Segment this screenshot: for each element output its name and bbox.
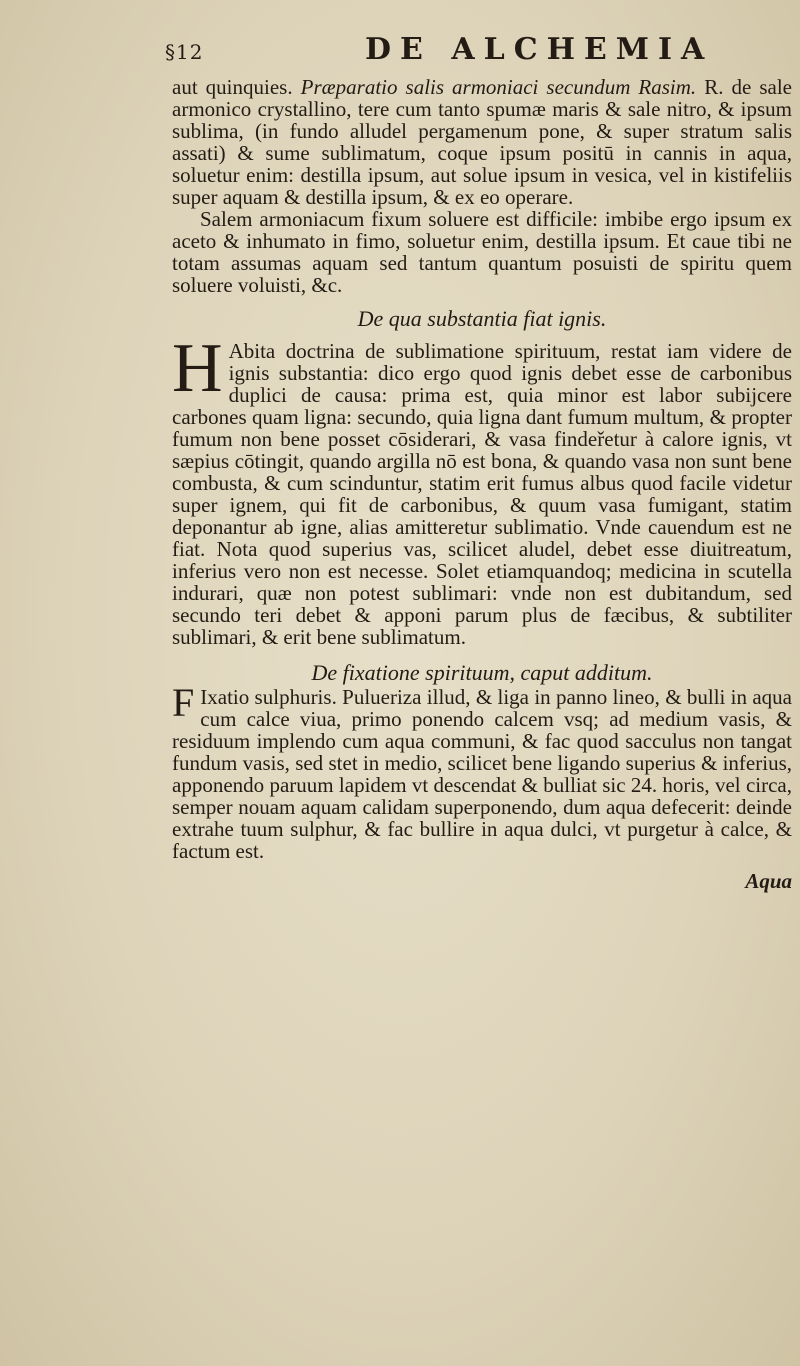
- drop-cap-h: H: [172, 330, 223, 407]
- section-heading-fixation: De fixatione spirituum, caput additum.: [311, 660, 653, 685]
- page-header: [165, 26, 785, 70]
- page-number: §12: [165, 40, 204, 64]
- fire-substance-text: Abita doctrina de sublimatione spirituum, restat iam videre de ignis substantia: dico ergo quod ignis debet esse de carbonibus duplici de causa: prima est, quia minor est labor subijcere carbones quam ligna: secundo, quia ligna dant fumum multum, & propter fumum non bene posset cōsiderari, & vasa findeřetur à calore ignis, vt sæpius cōtingit, quando argilla nō est bona, & quando vasa non sunt bene combusta, & cum scinduntur, statim erit fumus albus quod facile videtur super ignem, qui fit de carbonibus, & quum vasa fumigant, statim deponantur ab igne, alias amitteretur sublimatio. Vnde cauendum est ne fiat. Nota quod superius vas, scilicet aludel, debet esse diuitreatum, inferius vero non est necesse. Solet etiamquandoq; medicina in scutella indurari, quæ non potest sublimari: vnde non est dubitandum, sed secundo teri debet & apponi parum plus de fæcibus, & subtiliter sublimari, & erit bene sublimatum.: [172, 339, 792, 649]
- catchword: Aqua: [745, 869, 792, 893]
- paragraph-fire-substance: [172, 330, 792, 649]
- paragraph-sulphur-fixation: [172, 680, 792, 863]
- sulphur-fixation-text: Ixatio sulphuris. Pulueriza illud, & liga in panno lineo, & bulli in aqua cum calce viua, primo ponendo calcem vsq; ad medium vasis, & residuum implendo cum aqua communi, & fac quod sacculus non tangat fundum vasis, sed stet in medio, scilicet bene ligando superius & inferius, apponendo paruum lapidem vt descendat & bulliat sic 24. horis, vel circa, semper nouam aquam calidam superponendo, dum aqua defecerit: deinde extrahe tuum sulphur, & fac bullire in aqua dulci, vt purgetur à calce, & factum est.: [172, 685, 792, 863]
- drop-cap-f: F: [172, 680, 195, 725]
- recipe-title: Præparatio salis armoniaci secundum Rasim.: [300, 75, 697, 99]
- section-heading-fire: De qua substantia fiat ignis.: [357, 306, 607, 331]
- recipe-text: R. de sale armonico crystallino, tere cum tanto spumæ maris & sale nitro, & ipsum sublima, (in fundo alludel pergamenum pone, & super stratum salis assati) & sume sublimatum, coque ipsum positū in cannis in aqua, soluetur enim: destilla ipsum, aut solue ipsum in vesica, vel in kistifeliis super aquam & destilla ipsum, & ex eo operare.: [172, 75, 793, 209]
- paragraph-salt-fixing: Salem armoniacum fixum soluere est difficile: imbibe ergo ipsum ex aceto & inhumato in fimo, soluetur enim, destilla ipsum. Et caue tibi ne totam assumas aquam sed tantum quantum posuisti de spiritu quem soluere voluisti, &c.: [172, 207, 792, 297]
- body-text: [172, 76, 792, 892]
- paragraph-lead-text: aut quinquies.: [172, 75, 301, 99]
- paragraph-rasis-recipe: [172, 76, 792, 208]
- running-title: DE ALCHEMIA: [365, 32, 714, 67]
